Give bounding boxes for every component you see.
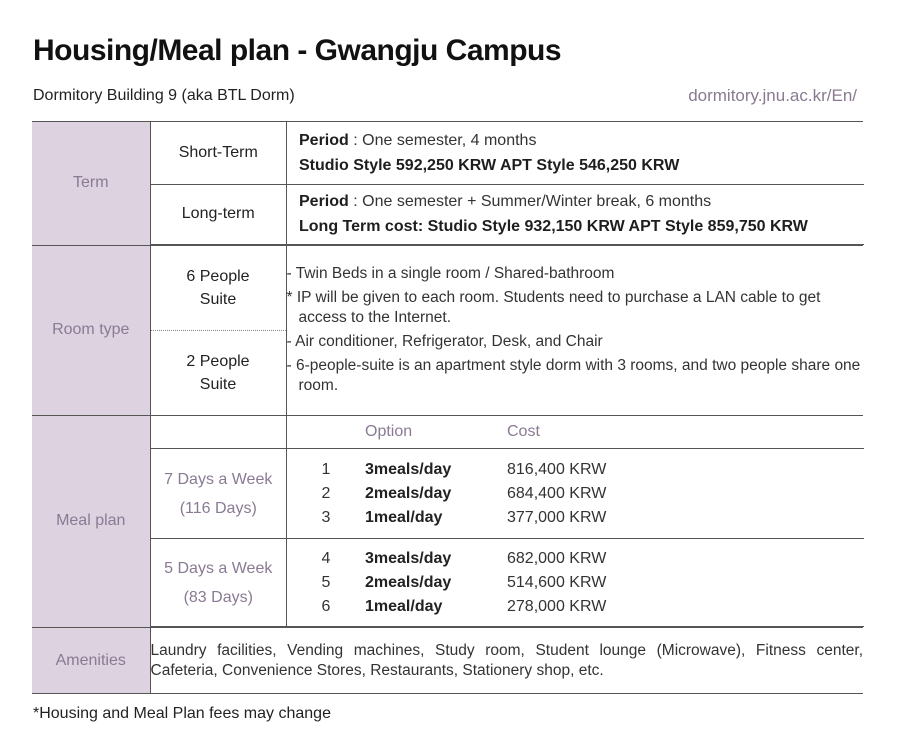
option-cost: 278,000 KRW [507, 597, 607, 615]
option-name: 1meal/day [365, 597, 443, 615]
option-number: 5 [321, 573, 331, 591]
dormitory-url-link[interactable]: dormitory.jnu.ac.kr/En/ [688, 86, 857, 105]
option-header: Option [365, 422, 413, 440]
housing-meal-table [32, 121, 863, 694]
option-cost: 682,000 KRW [507, 549, 607, 567]
room-type-details [286, 245, 863, 415]
term-section [32, 122, 863, 246]
cost-header: Cost [507, 422, 540, 440]
short-term-period-value: : One semester, 4 months [348, 131, 537, 149]
option-number: 1 [321, 460, 331, 478]
option-number: 3 [321, 508, 331, 526]
fee-footnote: *Housing and Meal Plan fees may change [33, 705, 331, 722]
room-detail-item: - Air conditioner, Refrigerator, Desk, and Chair [286, 333, 603, 350]
option-name: 1meal/day [365, 508, 443, 526]
meal-group-7days-days: (116 Days) [179, 499, 257, 517]
short-term-label: Short-Term [151, 122, 287, 184]
option-name: 2meals/day [365, 484, 452, 502]
meal-group-7days-label: 7 Days a Week [164, 470, 273, 488]
room-type-6-line1: 6 People [186, 267, 250, 285]
term-row-short [151, 122, 864, 184]
option-cost: 816,400 KRW [507, 460, 607, 478]
meal-group-5days-label: 5 Days a Week [164, 559, 273, 577]
meal-option-row [287, 458, 864, 482]
term-section-label: Term [32, 122, 150, 246]
amenities-section-label: Amenities [32, 628, 150, 694]
room-detail-item: - Twin Beds in a single room / Shared-bathroom [286, 265, 615, 282]
long-term-period-value: : One semester + Summer/Winter break, 6 months [348, 193, 712, 210]
page-title: Housing/Meal plan - Gwangju Campus [33, 34, 562, 67]
long-term-period-label: Period [299, 193, 349, 210]
room-type-6-line2: Suite [199, 290, 237, 308]
meal-plan-section-label: Meal plan [32, 415, 150, 628]
room-detail-item: - 6-people-suite is an apartment style dorm with 3 rooms, and two people share one room. [286, 357, 861, 394]
room-type-2-line2: Suite [199, 375, 237, 393]
option-name: 2meals/day [365, 573, 452, 591]
term-row-long [151, 184, 864, 244]
option-name: 3meals/day [365, 549, 452, 567]
meal-plan-header-row [151, 416, 864, 449]
option-number: 2 [321, 484, 331, 502]
room-type-section [32, 245, 863, 415]
long-term-label: Long-term [151, 184, 287, 244]
meal-plan-section [32, 415, 863, 628]
dorm-subtitle: Dormitory Building 9 (aka BTL Dorm) [33, 87, 295, 104]
room-type-section-label: Room type [32, 245, 150, 415]
short-term-cost: Studio Style 592,250 KRW APT Style 546,250 KRW [299, 156, 680, 174]
option-number: 4 [321, 549, 331, 567]
option-number: 6 [321, 597, 331, 615]
option-cost: 684,400 KRW [507, 484, 607, 502]
meal-option-row [287, 506, 864, 530]
meal-group-5days [151, 539, 864, 627]
option-name: 3meals/day [365, 460, 452, 478]
amenities-section [32, 628, 863, 694]
meal-group-7days [151, 449, 864, 539]
option-cost: 514,600 KRW [507, 573, 607, 591]
meal-group-5days-days: (83 Days) [183, 588, 253, 606]
room-type-6-people [151, 246, 286, 330]
meal-option-row [287, 571, 864, 595]
meal-option-row [287, 482, 864, 506]
long-term-cost: Long Term cost: Studio Style 932,150 KRW APT Style 859,750 KRW [299, 218, 808, 235]
room-type-2-people [151, 330, 286, 415]
room-detail-item: * IP will be given to each room. Students need to purchase a LAN cable to get access to the Internet. [286, 289, 821, 326]
amenities-text: Laundry facilities, Vending machines, Study room, Student lounge (Microwave), Fitness center, Cafeteria, Convenience Stores, Restaurants, Stationery shop, etc. [150, 641, 863, 679]
short-term-period-label: Period [299, 131, 349, 149]
meal-option-row [287, 595, 864, 619]
option-cost: 377,000 KRW [507, 508, 607, 526]
meal-option-row [287, 547, 864, 571]
room-type-2-line1: 2 People [186, 352, 250, 370]
